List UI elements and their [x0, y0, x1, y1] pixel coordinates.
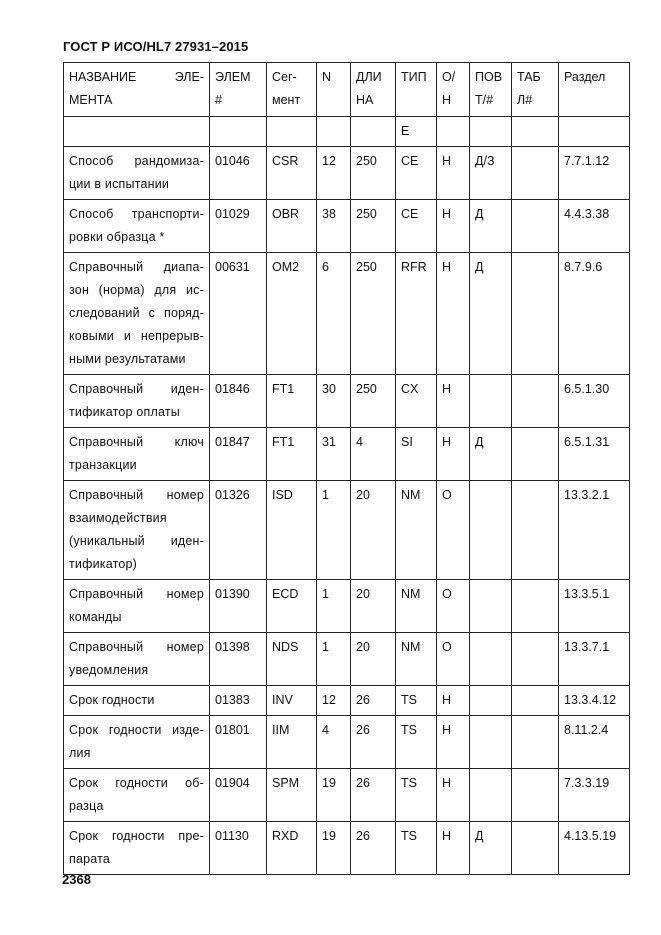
header-name-line2: МЕНТА — [69, 93, 113, 107]
cell-opt: О — [437, 481, 470, 580]
cell-length: 26 — [351, 686, 396, 716]
cell-n: 4 — [317, 716, 351, 769]
table-row — [64, 375, 630, 428]
cell-name: Справочный диапа-зон (норма) для ис-следований с поряд-ковыми и непрерыв-ными результатами — [64, 253, 210, 375]
cell-elem: 01130 — [210, 822, 267, 875]
cell-name: Справочный номер команды — [64, 580, 210, 633]
cell-tbl — [512, 686, 559, 716]
cell-segment: INV — [267, 686, 317, 716]
header-tbl — [512, 63, 559, 117]
cell-empty — [64, 117, 210, 147]
cell-elem: 00631 — [210, 253, 267, 375]
cell-rep: Д — [470, 253, 512, 375]
cell-section: 8.11.2.4 — [559, 716, 630, 769]
cell-n: 19 — [317, 822, 351, 875]
cell-elem: 01847 — [210, 428, 267, 481]
cell-section: 7.3.3.19 — [559, 769, 630, 822]
header-rep-line1: ПОВ — [475, 70, 503, 84]
header-tbl-line1: ТАБ — [517, 70, 541, 84]
cell-length: 250 — [351, 253, 396, 375]
header-elem-line2: # — [215, 93, 222, 107]
cell-empty — [267, 117, 317, 147]
cell-segment: SPM — [267, 769, 317, 822]
cell-segment: ISD — [267, 481, 317, 580]
cell-rep: Д/З — [470, 147, 512, 200]
header-length-line2: НА — [356, 93, 374, 107]
cell-n: 1 — [317, 481, 351, 580]
cell-n: 38 — [317, 200, 351, 253]
table-row — [64, 147, 630, 200]
header-elem-line1: ЭЛЕМ — [215, 70, 251, 84]
cell-segment: FT1 — [267, 375, 317, 428]
cell-empty — [437, 117, 470, 147]
table-header-row — [64, 63, 630, 117]
cell-n: 1 — [317, 633, 351, 686]
cell-opt: Н — [437, 716, 470, 769]
cell-n: 12 — [317, 147, 351, 200]
cell-section: 7.7.1.12 — [559, 147, 630, 200]
cell-name: Справочный номер взаимодействия (уникальный иден-тификатор) — [64, 481, 210, 580]
cell-rep — [470, 769, 512, 822]
table-body — [64, 117, 630, 875]
cell-rep — [470, 686, 512, 716]
cell-type: TS — [396, 716, 437, 769]
cell-section: 6.5.1.31 — [559, 428, 630, 481]
header-tbl-line2: Л# — [517, 93, 533, 107]
header-segment-line2: мент — [272, 93, 301, 107]
cell-tbl — [512, 633, 559, 686]
header-type: ТИП — [396, 63, 437, 117]
cell-name: Срок годности пре-парата — [64, 822, 210, 875]
header-n: N — [317, 63, 351, 117]
page-number: 2368 — [62, 872, 91, 887]
cell-opt: Н — [437, 147, 470, 200]
header-section: Раздел — [559, 63, 630, 117]
cell-tbl — [512, 375, 559, 428]
cell-rep — [470, 481, 512, 580]
cell-section: 13.3.5.1 — [559, 580, 630, 633]
cell-empty — [210, 117, 267, 147]
table-row — [64, 253, 630, 375]
cell-segment: NDS — [267, 633, 317, 686]
cell-rep — [470, 633, 512, 686]
cell-name: Срок годности об-разца — [64, 769, 210, 822]
cell-elem: 01846 — [210, 375, 267, 428]
table-row — [64, 633, 630, 686]
cell-type: TS — [396, 822, 437, 875]
header-type-continued: Е — [396, 117, 437, 147]
cell-name: Справочный ключ транзакции — [64, 428, 210, 481]
cell-rep — [470, 580, 512, 633]
cell-rep: Д — [470, 428, 512, 481]
table-row — [64, 686, 630, 716]
cell-n: 12 — [317, 686, 351, 716]
cell-empty — [559, 117, 630, 147]
cell-length: 250 — [351, 200, 396, 253]
cell-length: 250 — [351, 375, 396, 428]
header-length-line1: ДЛИ — [356, 70, 382, 84]
cell-name: Срок годности изде-лия — [64, 716, 210, 769]
cell-elem: 01029 — [210, 200, 267, 253]
cell-type: CE — [396, 147, 437, 200]
cell-section: 13.3.7.1 — [559, 633, 630, 686]
cell-opt: Н — [437, 686, 470, 716]
cell-length: 26 — [351, 716, 396, 769]
cell-opt: О — [437, 580, 470, 633]
cell-type: TS — [396, 769, 437, 822]
header-rep-line2: Т/# — [475, 93, 494, 107]
cell-empty — [470, 117, 512, 147]
cell-tbl — [512, 716, 559, 769]
cell-section: 13.3.2.1 — [559, 481, 630, 580]
table-row — [64, 580, 630, 633]
cell-rep — [470, 716, 512, 769]
cell-name: Справочный номер уведомления — [64, 633, 210, 686]
header-name-line1-left: НАЗВАНИЕ — [69, 70, 137, 84]
cell-opt: Н — [437, 428, 470, 481]
table-row — [64, 481, 630, 580]
cell-opt: Н — [437, 375, 470, 428]
header-segment — [267, 63, 317, 117]
cell-segment: RXD — [267, 822, 317, 875]
cell-segment: IIM — [267, 716, 317, 769]
cell-tbl — [512, 147, 559, 200]
cell-opt: Н — [437, 822, 470, 875]
cell-type: NM — [396, 580, 437, 633]
header-segment-line1: Сег- — [272, 70, 297, 84]
table-row — [64, 822, 630, 875]
cell-segment: OM2 — [267, 253, 317, 375]
cell-n: 31 — [317, 428, 351, 481]
cell-segment: ECD — [267, 580, 317, 633]
cell-length: 4 — [351, 428, 396, 481]
table-row — [64, 200, 630, 253]
cell-section: 4.13.5.19 — [559, 822, 630, 875]
cell-section: 6.5.1.30 — [559, 375, 630, 428]
cell-rep — [470, 375, 512, 428]
cell-opt: О — [437, 633, 470, 686]
cell-length: 26 — [351, 769, 396, 822]
cell-opt: Н — [437, 769, 470, 822]
cell-n: 30 — [317, 375, 351, 428]
cell-name: Срок годности — [64, 686, 210, 716]
table-row — [64, 769, 630, 822]
cell-section: 8.7.9.6 — [559, 253, 630, 375]
cell-tbl — [512, 769, 559, 822]
cell-opt: Н — [437, 200, 470, 253]
cell-tbl — [512, 481, 559, 580]
cell-length: 20 — [351, 481, 396, 580]
cell-name: Способ рандомиза-ции в испытании — [64, 147, 210, 200]
header-rep — [470, 63, 512, 117]
cell-tbl — [512, 428, 559, 481]
table-row — [64, 716, 630, 769]
cell-type: NM — [396, 481, 437, 580]
data-elements-table — [63, 62, 630, 875]
cell-n: 1 — [317, 580, 351, 633]
cell-name: Способ транспорти-ровки образца * — [64, 200, 210, 253]
header-continuation-row — [64, 117, 630, 147]
cell-empty — [512, 117, 559, 147]
cell-elem: 01046 — [210, 147, 267, 200]
cell-elem: 01390 — [210, 580, 267, 633]
table-row — [64, 428, 630, 481]
cell-elem: 01383 — [210, 686, 267, 716]
header-elem — [210, 63, 267, 117]
cell-name: Справочный иден-тификатор оплаты — [64, 375, 210, 428]
cell-length: 26 — [351, 822, 396, 875]
cell-segment: CSR — [267, 147, 317, 200]
cell-type: SI — [396, 428, 437, 481]
cell-empty — [317, 117, 351, 147]
cell-type: TS — [396, 686, 437, 716]
header-name — [64, 63, 210, 117]
cell-n: 6 — [317, 253, 351, 375]
cell-tbl — [512, 253, 559, 375]
cell-segment: FT1 — [267, 428, 317, 481]
cell-type: NM — [396, 633, 437, 686]
cell-segment: OBR — [267, 200, 317, 253]
cell-length: 20 — [351, 633, 396, 686]
cell-rep: Д — [470, 200, 512, 253]
cell-empty — [351, 117, 396, 147]
document-header: ГОСТ Р ИСО/HL7 27931–2015 — [63, 39, 249, 54]
cell-section: 4.4.3.38 — [559, 200, 630, 253]
header-name-line1-right: ЭЛЕ- — [174, 70, 204, 84]
cell-tbl — [512, 580, 559, 633]
cell-length: 20 — [351, 580, 396, 633]
cell-opt: Н — [437, 253, 470, 375]
cell-elem: 01398 — [210, 633, 267, 686]
cell-type: CE — [396, 200, 437, 253]
cell-n: 19 — [317, 769, 351, 822]
cell-elem: 01326 — [210, 481, 267, 580]
cell-tbl — [512, 200, 559, 253]
cell-section: 13.3.4.12 — [559, 686, 630, 716]
header-length — [351, 63, 396, 117]
header-opt: О/Н — [437, 63, 470, 117]
cell-length: 250 — [351, 147, 396, 200]
cell-type: CX — [396, 375, 437, 428]
cell-elem: 01904 — [210, 769, 267, 822]
cell-rep: Д — [470, 822, 512, 875]
cell-type: RFR — [396, 253, 437, 375]
cell-elem: 01801 — [210, 716, 267, 769]
cell-tbl — [512, 822, 559, 875]
